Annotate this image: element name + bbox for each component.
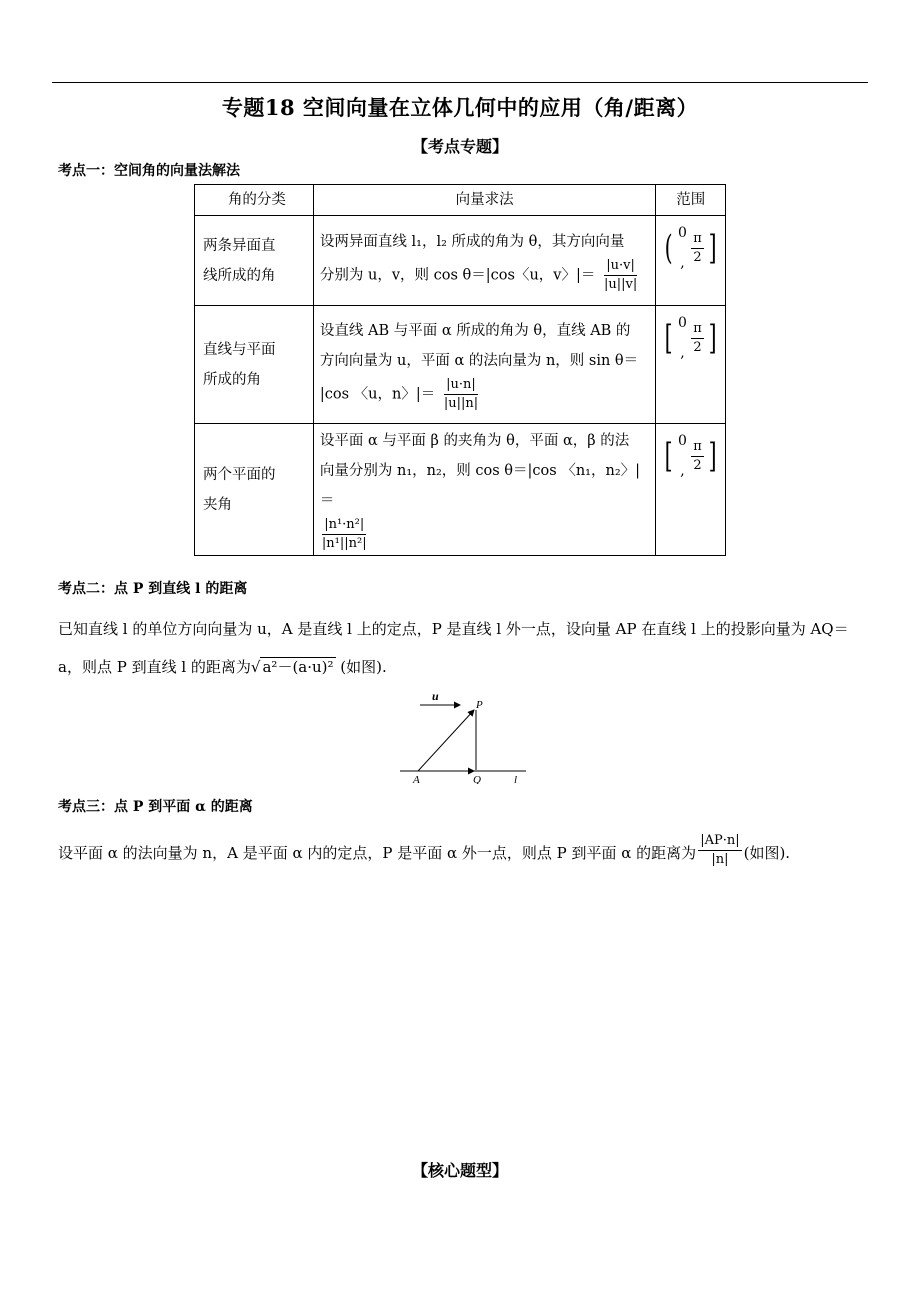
- label-u: u: [432, 689, 439, 703]
- sqrt-icon: √: [250, 658, 261, 676]
- angle-type-cell: [195, 424, 314, 556]
- angle-type-line: 两个平面的: [203, 466, 276, 483]
- range-interval: [662, 426, 719, 486]
- method-text: 设直线 AB 与平面 α 所成的角为 θ，直线 AB 的: [319, 323, 631, 339]
- fraction: [320, 516, 369, 553]
- range-interval: [662, 218, 719, 278]
- top-rule: [52, 82, 868, 83]
- table-header-cell: 向量求法: [313, 185, 656, 216]
- fraction-denominator: 2: [693, 457, 702, 473]
- fraction: [442, 376, 480, 413]
- table-header-cell: 范围: [656, 185, 726, 216]
- method-text: 向量分别为 n₁，n₂，则 cos θ＝|cos 〈n₁，n₂〉|＝: [319, 463, 641, 509]
- angle-table: [194, 184, 726, 556]
- section-heading-3: 考点三：点 P 到平面 α 的距离: [58, 799, 253, 815]
- range-cell: [656, 216, 726, 306]
- range-cell: [656, 424, 726, 556]
- method-cell: [313, 424, 656, 556]
- method-text: 设两异面直线 l₁，l₂ 所成的角为 θ，其方向向量: [319, 234, 625, 250]
- range-start: 0 ,: [678, 225, 687, 271]
- range-start: 0 ,: [678, 315, 687, 361]
- method-text: 方向向量为 u，平面 α 的法向量为 n，则 sin θ＝: [319, 353, 639, 369]
- angle-type-line: 所成的角: [203, 371, 261, 388]
- fraction-denominator: |u||n|: [443, 396, 479, 411]
- table-header-cell: 角的分类: [195, 185, 314, 216]
- method-cell: [313, 216, 656, 306]
- paragraph-line: 已知直线 l 的单位方向向量为 u，A 是直线 l 上的定点，P 是直线 l 外一点，设向量 AP 在直线 l 上的投影向量为 AQ＝: [58, 620, 849, 638]
- fraction-numerator: |n¹·n²|: [322, 516, 366, 535]
- section-heading-1: 考点一：空间角的向量法解法: [58, 163, 240, 179]
- method-formula-line: [320, 376, 650, 413]
- table-row: [195, 424, 726, 556]
- fraction-numerator: π: [691, 230, 704, 249]
- table-row: [195, 306, 726, 424]
- table-header-row: [195, 185, 726, 216]
- right-bracket-icon: ]: [708, 228, 717, 268]
- angle-type-line: 线所成的角: [203, 267, 276, 284]
- fraction: [691, 230, 704, 267]
- fraction-denominator: 2: [693, 249, 702, 265]
- paragraph-line: [58, 656, 878, 677]
- paragraph-line: [58, 832, 888, 869]
- paragraph-text: (如图).: [335, 658, 387, 676]
- sqrt-expression: a²－(a·u)²: [262, 658, 334, 676]
- left-bracket-icon: [: [665, 436, 674, 476]
- vector-ap-arrow: [418, 710, 474, 771]
- subtitle: 【考点专题】: [411, 137, 508, 156]
- fraction: [691, 320, 704, 357]
- right-bracket-icon: ]: [708, 318, 717, 358]
- method-cell: [313, 306, 656, 424]
- fraction-numerator: |u·v|: [604, 257, 637, 276]
- angle-type-line: 直线与平面: [203, 341, 276, 358]
- right-bracket-icon: ]: [708, 436, 717, 476]
- left-paren-icon: (: [665, 228, 674, 268]
- range-cell: [656, 306, 726, 424]
- left-bracket-icon: [: [665, 318, 674, 358]
- fraction-numerator: π: [691, 438, 704, 457]
- fraction-numerator: π: [691, 320, 704, 339]
- fraction: [698, 832, 741, 869]
- label-p: P: [476, 699, 483, 711]
- method-text: 分别为 u，v，则 cos θ＝|cos〈u，v〉|＝: [319, 267, 596, 284]
- label-q: Q: [473, 774, 481, 784]
- distance-diagram: [398, 688, 530, 784]
- section-heading-2: 考点二：点 P 到直线 l 的距离: [58, 581, 248, 597]
- angle-type-cell: [195, 306, 314, 424]
- fraction-denominator: |n¹||n²|: [321, 536, 367, 551]
- label-l: l: [514, 774, 518, 784]
- footer-heading: 【核心题型】: [411, 1161, 508, 1180]
- fraction-numerator: |AP·n|: [698, 832, 741, 851]
- range-interval: [662, 308, 719, 368]
- method-formula-line: [320, 516, 650, 553]
- angle-type-line: 夹角: [203, 496, 232, 513]
- fraction: [691, 438, 704, 475]
- method-formula-line: [320, 257, 650, 294]
- fraction-numerator: |u·n|: [444, 376, 478, 395]
- range-start: 0 ,: [678, 433, 687, 479]
- angle-type-cell: [195, 216, 314, 306]
- fraction-denominator: |u||v|: [603, 277, 638, 292]
- label-a: A: [413, 774, 420, 784]
- fraction: [602, 257, 639, 294]
- fraction-denominator: |n|: [711, 852, 729, 867]
- table-row: [195, 216, 726, 306]
- paragraph-text: 设平面 α 的法向量为 n，A 是平面 α 内的定点，P 是平面 α 外一点，则点 P 到平面 α 的距离为: [58, 844, 697, 862]
- page-title: 专题18 空间向量在立体几何中的应用（角/距离）: [221, 95, 699, 120]
- method-text: 设平面 α 与平面 β 的夹角为 θ，平面 α，β 的法: [319, 433, 630, 449]
- method-text: |cos 〈u，n〉|＝: [319, 386, 436, 403]
- angle-type-line: 两条异面直: [203, 237, 276, 254]
- paragraph-text: a，则点 P 到直线 l 的距离为: [58, 658, 251, 676]
- paragraph-text: (如图).: [743, 844, 791, 862]
- fraction-denominator: 2: [693, 339, 702, 355]
